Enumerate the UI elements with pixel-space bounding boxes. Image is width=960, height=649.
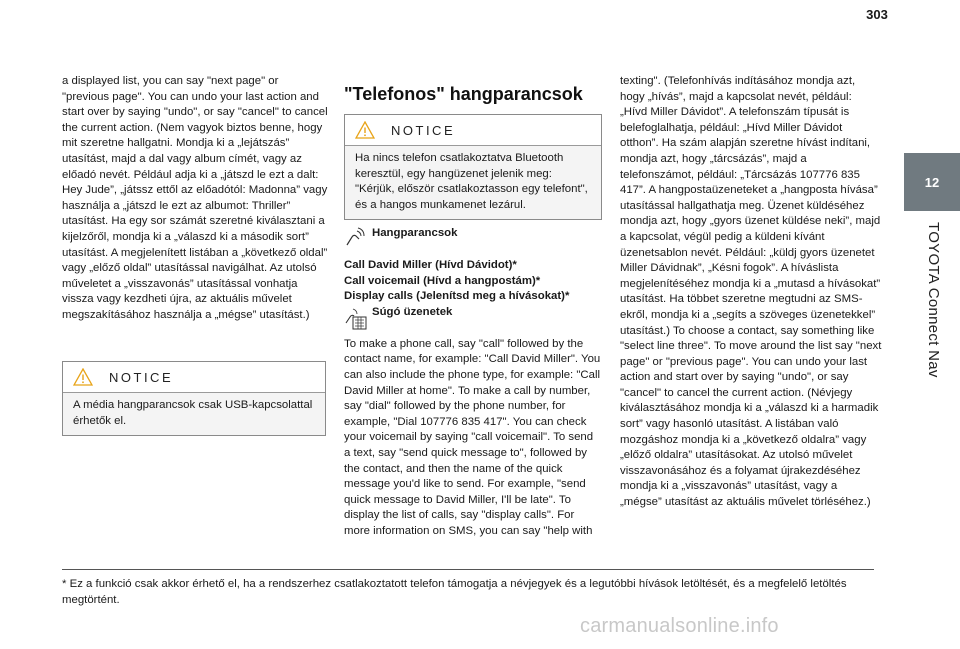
footnote: * Ez a funkció csak akkor érhető el, ha a rendszerhez csatlakoztatott telefon támogatja a névjegyek és a legutóbbi hívások letöltését, és a megfelelő letöltés megtörtént.	[62, 578, 847, 606]
warning-icon	[73, 368, 93, 386]
command-list	[344, 258, 602, 305]
command-item: Call voicemail (Hívd a hangpostám)*	[344, 274, 541, 287]
col1-paragraph: a displayed list, you can say "next page" or "previous page". You can undo your last action and start over by saying "undo", or say "cancel" to cancel the current action. (Nem vagyok biztos benne, hogy mit szeretne hallgatni. Mondja ki a „lejátszás” utasítást, majd a dal vagy album címét, vagy az előadó nevét. Például adja ki a „játszd le ezt a dalt: Hey Jude”, „játssz ettől az előadótól: Madonna” vagy használja a „játszd le ezt az albumot: Thriller” utasítást. Ha egy sor számát szeretné kiválasztani a kijelzőről, mondja ki a „válaszd ki a második sort” utasítást. A megjelenített listában a „következő oldal” vagy „előző oldal” utasítással navigálhat. Az utolsó műveletet a „visszavonás” utasítással vonhatja vissza vagy kezdheti újra, az aktuális művelet megszakításához használja a „mégse” utasítást.)	[62, 75, 328, 321]
notice-box-phone	[344, 114, 602, 220]
column-3	[620, 74, 882, 511]
hangparancsok-heading	[344, 226, 602, 248]
col2-paragraph: To make a phone call, say "call" followed by the contact name, for example: "Call David Miller". You can also include the phone type, for example: "Call David Miller at home". To make a call by number, say "dial" followed by the phone number, for example, "Dial 107776 835 417". You can check your voicemail by saying "call voicemail". To send a text, say "send quick message to", followed by the contact, and then the name of the quick message you'd like to send. For example, "send quick message to David Miller, I'll be late". To display the list of calls, say "display calls". For more information on SMS, you can say "help with	[344, 337, 601, 537]
section-title: "Telefonos" hangparancsok	[344, 84, 583, 104]
notice-box-media	[62, 361, 326, 436]
chapter-number: 12	[904, 153, 960, 211]
sugo-label: Súgó üzenetek	[372, 305, 453, 318]
command-item: Call David Miller (Hívd Dávidot)*	[344, 259, 517, 271]
warning-icon	[355, 121, 375, 139]
notice-text: Ha nincs telefon csatlakoztatva Bluetooth keresztül, egy hangüzenet jelenik meg: "Kérjük, először csatlakoztasson egy telefont", és a hangos munkamenet lezárul.	[345, 146, 601, 219]
chapter-tab	[904, 0, 960, 649]
sugo-heading	[344, 305, 602, 331]
page-number: 303	[866, 7, 888, 22]
command-item: Display calls (Jelenítsd meg a hívásokat)*	[344, 290, 570, 303]
voice-command-icon	[344, 226, 368, 248]
hangparancsok-label: Hangparancsok	[372, 227, 458, 239]
chapter-title: TOYOTA Connect Nav	[925, 222, 942, 378]
notice-title: NOTICE	[109, 369, 174, 385]
notice-header	[63, 362, 325, 393]
column-2	[344, 226, 602, 540]
notice-text: A média hangparancsok csak USB-kapcsolattal érhetők el.	[63, 393, 325, 435]
notice-header	[345, 115, 601, 146]
notice-title: NOTICE	[391, 122, 456, 138]
watermark: carmanualsonline.info	[580, 615, 779, 637]
help-message-icon	[344, 305, 368, 331]
col3-paragraph: texting". (Telefonhívás indításához mondja azt, hogy „hívás”, majd a kapcsolat nevét, például: „Hívd Miller Dávidot”. A telefonszám típusát is belefoglalhatja, például: „Hívd Miller Dávidot otthon”. Ha szám alapján szeretne hívást indítani, mondja azt, hogy „tárcsázás”, majd a telefonszámot, például: „Tárcsázás 107776 835 417”. A hangpostaüzeneteket a „hangposta hívása” utasítással hallgathatja meg. Üzenet küldéséhez mondja azt, hogy „gyors üzenet küldése neki”, majd a kapcsolat, végül pedig a küldeni kívánt üzenetsablon nevét. Például: „küldj gyors üzenetet Miller Dávidnak”, „Késni fogok”. A híváslista megjelenítéséhez mondja ki a „mutasd a hívásokat” utasítást. Ha többet szeretne megtudni az SMS-ekről, mondja ki a „segíts a szöveges üzenetekkel” utasítást.) To choose a contact, say something like "select line three". To move around the list say "next page" or "previous page". You can undo your last action and start over by saying "undo", or say "cancel" to cancel the current action. (Névjegy kiválasztásához mondja ki a „válaszd ki a harmadik sort” vagy hasonló utasítást. A listában való mozgáshoz mondja ki a „következő oldalra” vagy „előző oldalra” utasításokat. Az utolsó művelet visszavonásához és a folyamat újrakezdéséhez mondja ki a „visszavonás” utasítást, vagy a „mégse” utasítást az aktuális művelet törléséhez.)	[620, 75, 882, 509]
footnote-divider	[62, 569, 874, 570]
column-1	[62, 74, 328, 324]
